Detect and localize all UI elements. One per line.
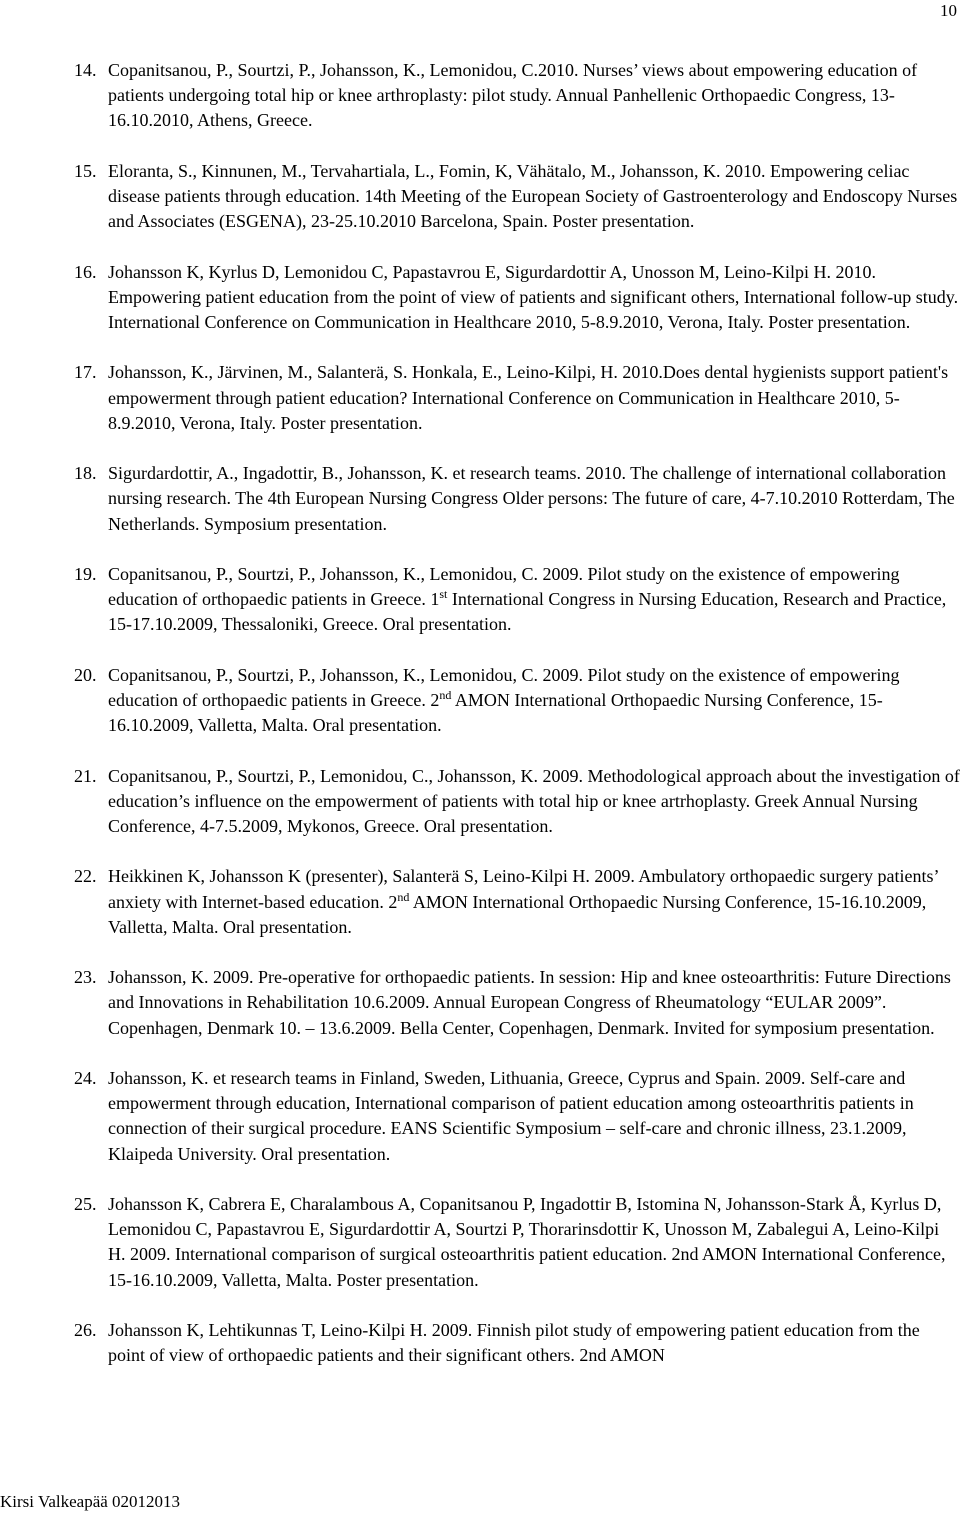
reference-item xyxy=(74,159,960,235)
page-number: 10 xyxy=(940,1,957,20)
reference-number: 18. xyxy=(74,463,97,484)
reference-text-part: AMON International Orthopaedic Nursing Conference, 15-16.10.2009, Valletta, Malta. Oral presentation. xyxy=(108,891,927,937)
reference-text: Johansson K, Kyrlus D, Lemonidou C, Papastavrou E, Sigurdardottir A, Unosson M, Leino-Kilpi H. 2010. Empowering patient education from the point of view of patients and significant others, International follow-up study. International Conference on Communication in Healthcare 2010, 5-8.9.2010, Verona, Italy. Poster presentation. xyxy=(108,261,959,332)
reference-text xyxy=(108,562,960,638)
reference-number: 22. xyxy=(74,866,97,887)
ordinal-superscript: nd xyxy=(439,687,452,702)
reference-number: 17. xyxy=(74,362,97,383)
reference-item xyxy=(74,360,960,436)
reference-item xyxy=(74,461,960,537)
reference-number: 26. xyxy=(74,1319,97,1340)
ordinal-superscript: st xyxy=(439,587,448,602)
reference-item xyxy=(74,764,960,840)
reference-item xyxy=(74,58,960,134)
reference-text xyxy=(108,864,960,940)
reference-number: 21. xyxy=(74,765,97,786)
reference-item xyxy=(74,1066,960,1167)
reference-text: Copanitsanou, P., Sourtzi, P., Lemonidou, C., Johansson, K. 2009. Methodological approach about the investigation of education’s influence on the empowerment of patients with total hip or knee artrhoplasty. Greek Annual Nursing Conference, 4-7.5.2009, Mykonos, Greece. Oral presentation. xyxy=(108,765,960,836)
reference-text: Johansson, K. et research teams in Finland, Sweden, Lithuania, Greece, Cyprus and Spain. 2009. Self-care and empowerment through education, International comparison of patient education among osteoarthritis patients in connection of their surgical procedure. EANS Scientific Symposium – self-care and chronic illness, 23.1.2009, Klaipeda University. Oral presentation. xyxy=(108,1067,914,1164)
reference-item xyxy=(74,1318,960,1368)
reference-text-part: AMON International Orthopaedic Nursing Conference, 15-16.10.2009, Valletta, Malta. Oral presentation. xyxy=(108,689,883,736)
ordinal-superscript: nd xyxy=(397,889,410,904)
reference-number: 16. xyxy=(74,261,97,282)
reference-text: Johansson K, Cabrera E, Charalambous A, Copanitsanou P, Ingadottir B, Istomina N, Johansson-Stark Å, Kyrlus D, Lemonidou C, Papastavrou E, Sigurdardottir A, Sourtzi P, Thorarinsdottir K, Unosson M, Zabalegui A, Leino-Kilpi H. 2009. International comparison of surgical osteoarthritis patient education. 2nd AMON International Conference, 15-16.10.2009, Valletta, Malta. Poster presentation. xyxy=(108,1193,946,1290)
reference-item xyxy=(74,965,960,1041)
reference-text: Johansson, K., Järvinen, M., Salanterä, S. Honkala, E., Leino-Kilpi, H. 2010.Does dental hygienists support patient's empowerment through patient education? International Conference on Communication in Healthcare 2010, 5-8.9.2010, Verona, Italy. Poster presentation. xyxy=(108,362,949,433)
reference-item xyxy=(74,562,960,638)
reference-number: 14. xyxy=(74,60,97,80)
reference-list xyxy=(74,58,960,1368)
reference-text: Johansson, K. 2009. Pre-operative for orthopaedic patients. In session: Hip and knee osteoarthritis: Future Directions and Innovations in Rehabilitation 10.6.2009. Annual European Congress of Rheumatology “EULAR 2009”. Copenhagen, Denmark 10. – 13.6.2009. Bella Center, Copenhagen, Denmark. Invited for symposium presentation. xyxy=(108,967,951,1038)
reference-item xyxy=(74,864,960,940)
reference-text: Johansson K, Lehtikunnas T, Leino-Kilpi H. 2009. Finnish pilot study of empowering patient education from the point of view of orthopaedic patients and their significant others. 2nd AMON xyxy=(108,1319,920,1366)
reference-text-part: International Congress in Nursing Education, Research and Practice, 15-17.10.2009, Thessaloniki, Greece. Oral presentation. xyxy=(108,589,947,635)
page-footer: Kirsi Valkeapää 02012013 xyxy=(0,1492,181,1511)
reference-text-part: Copanitsanou, P., Sourtzi, P., Johansson, K., Lemonidou, C. 2009. Pilot study on the existence of empowering education of orthopaedic patients in Greece. 2 xyxy=(108,664,900,710)
reference-text: Copanitsanou, P., Sourtzi, P., Johansson, K., Lemonidou, C.2010. Nurses’ views about empowering education of patients undergoing total hip or knee arthroplasty: pilot study. Annual Panhellenic Orthopaedic Congress, 13-16.10.2010, Athens, Greece. xyxy=(108,60,918,131)
reference-item xyxy=(74,260,960,336)
reference-item xyxy=(74,663,960,739)
reference-number: 15. xyxy=(74,160,97,181)
reference-number: 25. xyxy=(74,1193,97,1214)
reference-text-part: Heikkinen K, Johansson K (presenter), Salanterä S, Leino-Kilpi H. 2009. Ambulatory orthopaedic surgery patients’ anxiety with Internet-based education. 2 xyxy=(108,866,939,912)
reference-text: Eloranta, S., Kinnunen, M., Tervahartiala, L., Fomin, K, Vähätalo, M., Johansson, K. 2010. Empowering celiac disease patients through education. 14th Meeting of the European Society of Gastroenterology and Endoscopy Nurses and Associates (ESGENA), 23-25.10.2010 Barcelona, Spain. Poster presentation. xyxy=(108,160,958,232)
reference-number: 20. xyxy=(74,664,97,685)
reference-number: 23. xyxy=(74,967,97,988)
reference-number: 19. xyxy=(74,563,97,584)
reference-item xyxy=(74,1192,960,1293)
reference-text: Sigurdardottir, A., Ingadottir, B., Johansson, K. et research teams. 2010. The challenge of international collaboration nursing research. The 4th European Nursing Congress Older persons: The future of care, 4-7.10.2010 Rotterdam, The Netherlands. Symposium presentation. xyxy=(108,463,955,534)
reference-text xyxy=(108,663,960,739)
reference-text-part: Copanitsanou, P., Sourtzi, P., Johansson, K., Lemonidou, C. 2009. Pilot study on the existence of empowering education of orthopaedic patients in Greece. 1 xyxy=(108,563,900,610)
reference-number: 24. xyxy=(74,1067,97,1088)
